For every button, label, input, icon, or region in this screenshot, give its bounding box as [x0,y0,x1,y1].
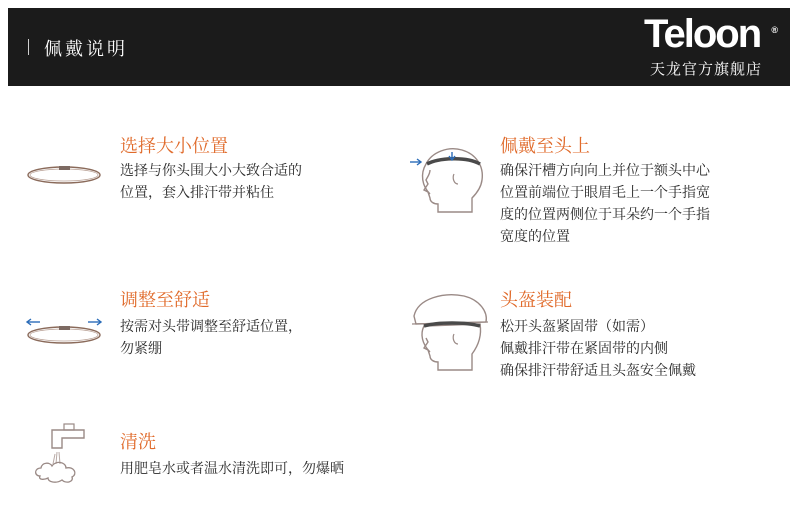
brand-logo-text: Teloon [644,12,761,56]
description-line: 松开头盔紧固带（如需） [500,319,654,335]
section-description [500,160,710,248]
brand-logo [644,14,776,54]
description-line: 选择与你头围大小大致合适的 [120,163,302,179]
section-title: 佩戴至头上 [500,136,590,157]
section-title: 清洗 [120,432,156,453]
section-description [120,160,302,204]
description-line: 勿紧绷 [120,341,162,357]
head-with-helmet-icon [408,290,490,374]
header-divider [28,39,29,55]
faucet-washing-icon [32,420,94,486]
section-title: 调整至舒适 [120,290,210,311]
shop-name: 天龙官方旗舰店 [650,60,763,78]
adjust-headband-icon [26,318,102,346]
section-title: 选择大小位置 [120,136,228,157]
section-description [500,316,696,382]
description-line: 位置，套入排汗带并粘住 [120,185,274,201]
description-line: 位置前端位于眼眉毛上一个手指宽 [500,185,710,201]
section-description [120,316,302,360]
section-description [120,458,344,480]
headband-icon [26,164,102,186]
description-line: 度的位置两侧位于耳朵约一个手指 [500,207,710,223]
description-line: 用肥皂水或者温水清洗即可，勿爆晒 [120,461,344,477]
description-line: 佩戴排汗带在紧固带的内侧 [500,341,668,357]
description-line: 确保排汗带舒适且头盔安全佩戴 [500,363,696,379]
registered-mark: ® [771,25,778,35]
page-header [8,8,790,86]
page-title: 佩戴说明 [44,39,128,60]
section-title: 头盔装配 [500,290,572,311]
description-line: 按需对头带调整至舒适位置， [120,319,302,335]
description-line: 确保汗槽方向向上并位于额头中心 [500,163,710,179]
head-with-headband-icon [408,136,488,216]
description-line: 宽度的位置 [500,229,570,245]
